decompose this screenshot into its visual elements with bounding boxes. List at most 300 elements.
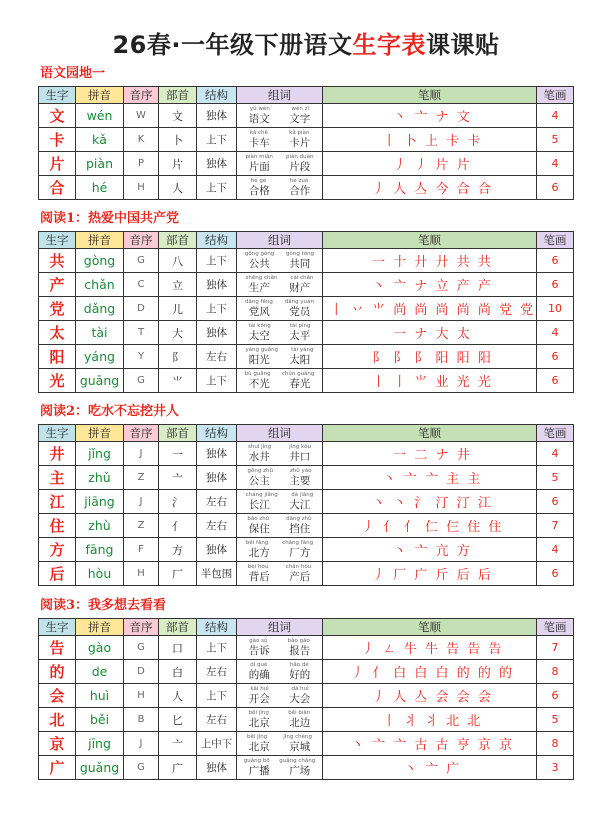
pinyin-cell: hé xyxy=(76,176,124,200)
word: 好的 xyxy=(289,668,311,681)
words-row xyxy=(239,765,320,778)
radical-cell: 口 xyxy=(159,636,197,660)
initial-cell: G xyxy=(124,369,159,393)
words-pinyin-row xyxy=(239,662,320,669)
stroke-count-cell: 4 xyxy=(537,442,574,466)
words-cell xyxy=(237,466,323,490)
pinyin-cell: huì xyxy=(76,684,124,708)
table-row xyxy=(39,176,574,200)
radical-cell: 一 xyxy=(159,442,197,466)
structure-cell: 半包围 xyxy=(197,562,237,586)
word: 公主 xyxy=(248,474,270,487)
table-row xyxy=(39,345,574,369)
words-pinyin-row xyxy=(239,347,320,354)
word-pinyin: gōng gòng xyxy=(244,250,275,257)
word: 北边 xyxy=(289,716,311,729)
words-row xyxy=(239,693,320,706)
words-cell xyxy=(237,636,323,660)
word-pinyin: guǎng bō xyxy=(243,757,270,764)
radical-cell: 匕 xyxy=(159,708,197,732)
words-pinyin-row xyxy=(239,638,320,645)
pinyin-cell: běi xyxy=(76,708,124,732)
word: 广播 xyxy=(248,764,270,777)
words-pinyin-row xyxy=(239,154,320,161)
word: 水井 xyxy=(248,450,270,463)
structure-cell: 独体 xyxy=(197,466,237,490)
col-char-header: 生字 xyxy=(39,232,76,249)
words-row xyxy=(239,258,320,271)
words-row xyxy=(239,451,320,464)
pinyin-cell: tài xyxy=(76,321,124,345)
col-radical-header: 部首 xyxy=(159,232,197,249)
stroke-order-cell: 一 ナ 大 太 xyxy=(323,321,537,345)
char-cell: 卡 xyxy=(39,128,76,152)
word-pinyin: kāi huì xyxy=(250,685,269,692)
col-words-header: 组词 xyxy=(237,619,323,636)
words-cell xyxy=(237,321,323,345)
char-cell: 党 xyxy=(39,297,76,321)
word-pinyin: gào sù xyxy=(249,637,268,644)
word-pinyin: hé gé xyxy=(250,177,267,184)
table-row xyxy=(39,321,574,345)
word-pinyin: běi fāng xyxy=(245,539,269,546)
col-radical-header: 部首 xyxy=(159,619,197,636)
words-pinyin-row xyxy=(239,758,320,765)
radical-cell: ⺌ xyxy=(159,369,197,393)
words-pinyin-row xyxy=(239,178,320,185)
word: 北方 xyxy=(248,546,270,559)
words-cell xyxy=(237,442,323,466)
structure-cell: 左右 xyxy=(197,514,237,538)
structure-cell: 独体 xyxy=(197,152,237,176)
stroke-count-cell: 6 xyxy=(537,176,574,200)
word-pinyin: guǎng chǎng xyxy=(279,757,316,764)
words-cell xyxy=(237,176,323,200)
table-header-row xyxy=(39,87,574,104)
initial-cell: P xyxy=(124,152,159,176)
stroke-count-cell: 6 xyxy=(537,273,574,297)
table-row xyxy=(39,636,574,660)
section-title: 阅读2：吃水不忘挖井人 xyxy=(40,404,180,419)
col-pinyin-header: 拼音 xyxy=(76,232,124,249)
col-strokes-header: 笔顺 xyxy=(323,87,537,104)
word-pinyin: gòng tóng xyxy=(286,250,315,257)
pinyin-cell: piàn xyxy=(76,152,124,176)
initial-cell: D xyxy=(124,297,159,321)
word-pinyin: chǎng fāng xyxy=(282,539,314,546)
pinyin-cell: hòu xyxy=(76,562,124,586)
radical-cell: 立 xyxy=(159,273,197,297)
stroke-count-cell: 6 xyxy=(537,562,574,586)
word-pinyin: gōng zhǔ xyxy=(247,467,273,474)
word-pinyin: běi jīng xyxy=(247,733,268,740)
word: 北京 xyxy=(248,716,270,729)
col-structure-header: 结构 xyxy=(197,425,237,442)
pinyin-cell: yáng xyxy=(76,345,124,369)
structure-cell: 上中下 xyxy=(197,732,237,756)
radical-cell: 片 xyxy=(159,152,197,176)
words-row xyxy=(239,741,320,754)
word-pinyin: shuǐ jǐng xyxy=(248,443,272,450)
words-pinyin-row xyxy=(239,516,320,523)
words-cell xyxy=(237,756,323,780)
col-initial-header: 音序 xyxy=(124,619,159,636)
radical-cell: 人 xyxy=(159,684,197,708)
word: 井口 xyxy=(289,450,311,463)
pinyin-cell: guāng xyxy=(76,369,124,393)
structure-cell: 上下 xyxy=(197,369,237,393)
char-cell: 会 xyxy=(39,684,76,708)
word: 京城 xyxy=(289,740,311,753)
radical-cell: 广 xyxy=(159,756,197,780)
word: 党风 xyxy=(248,305,270,318)
word-pinyin: yáng guāng xyxy=(245,346,279,353)
stroke-order-cell: 丶 亠 亠 主 主 xyxy=(323,466,537,490)
word-pinyin: dǎng yuán xyxy=(284,298,314,305)
col-structure-header: 结构 xyxy=(197,232,237,249)
stroke-count-cell: 4 xyxy=(537,104,574,128)
word: 片段 xyxy=(289,160,311,173)
words-pinyin-row xyxy=(239,710,320,717)
char-cell: 文 xyxy=(39,104,76,128)
structure-cell: 上下 xyxy=(197,297,237,321)
radical-cell: 亻 xyxy=(159,514,197,538)
col-strokes-header: 笔顺 xyxy=(323,619,537,636)
initial-cell: B xyxy=(124,708,159,732)
stroke-count-cell: 4 xyxy=(537,152,574,176)
words-pinyin-row xyxy=(239,686,320,693)
stroke-count-cell: 4 xyxy=(537,321,574,345)
col-pinyin-header: 拼音 xyxy=(76,87,124,104)
stroke-count-cell: 6 xyxy=(537,684,574,708)
radical-cell: 亠 xyxy=(159,732,197,756)
table-row xyxy=(39,128,574,152)
initial-cell: H xyxy=(124,176,159,200)
initial-cell: H xyxy=(124,562,159,586)
words-cell xyxy=(237,152,323,176)
initial-cell: J xyxy=(124,442,159,466)
word-pinyin: wén zì xyxy=(291,105,310,112)
word-pinyin: dà jiāng xyxy=(291,491,314,498)
words-cell xyxy=(237,369,323,393)
table-row xyxy=(39,562,574,586)
words-row xyxy=(239,475,320,488)
stroke-count-cell: 5 xyxy=(537,466,574,490)
word: 告诉 xyxy=(248,644,270,657)
stroke-order-cell: 丶 亠 ナ 文 xyxy=(323,104,537,128)
words-row xyxy=(239,113,320,126)
stroke-order-cell: 丶 亠 广 xyxy=(323,756,537,780)
word: 语文 xyxy=(248,112,270,125)
word: 保住 xyxy=(248,522,270,535)
col-char-header: 生字 xyxy=(39,619,76,636)
word: 不光 xyxy=(248,377,270,390)
word-pinyin: dǎng zhù xyxy=(286,515,312,522)
word: 主要 xyxy=(289,474,311,487)
structure-cell: 独体 xyxy=(197,321,237,345)
table-row xyxy=(39,466,574,490)
radical-cell: 亠 xyxy=(159,466,197,490)
table-header-row xyxy=(39,232,574,249)
word: 卡车 xyxy=(248,136,270,149)
word-pinyin: dà huì xyxy=(291,685,309,692)
word-pinyin: tài kōng xyxy=(248,322,271,329)
word: 片面 xyxy=(248,160,270,173)
words-cell xyxy=(237,249,323,273)
pinyin-cell: jiāng xyxy=(76,490,124,514)
word-pinyin: piàn miàn xyxy=(245,153,273,160)
char-cell: 后 xyxy=(39,562,76,586)
stroke-count-cell: 7 xyxy=(537,514,574,538)
char-cell: 共 xyxy=(39,249,76,273)
initial-cell: G xyxy=(124,636,159,660)
table-row xyxy=(39,490,574,514)
stroke-order-cell: 丿 亻 白 白 白 的 的 的 xyxy=(323,660,537,684)
char-cell: 住 xyxy=(39,514,76,538)
table-row xyxy=(39,514,574,538)
col-count-header: 笔画 xyxy=(537,425,574,442)
word-pinyin: hǎo de xyxy=(289,661,309,668)
col-strokes-header: 笔顺 xyxy=(323,425,537,442)
words-row xyxy=(239,306,320,319)
char-table xyxy=(38,618,574,780)
section-title: 阅读1：热爱中国共产党 xyxy=(40,211,180,226)
table-row xyxy=(39,684,574,708)
initial-cell: K xyxy=(124,128,159,152)
word-pinyin: tài yáng xyxy=(291,346,314,353)
stroke-count-cell: 6 xyxy=(537,345,574,369)
initial-cell: G xyxy=(124,756,159,780)
radical-cell: 白 xyxy=(159,660,197,684)
col-count-header: 笔画 xyxy=(537,232,574,249)
word-pinyin: chǎn hòu xyxy=(285,563,312,570)
char-table xyxy=(38,231,574,393)
structure-cell: 独体 xyxy=(197,104,237,128)
words-row xyxy=(239,717,320,730)
char-cell: 产 xyxy=(39,273,76,297)
table-row xyxy=(39,732,574,756)
initial-cell: J xyxy=(124,490,159,514)
words-pinyin-row xyxy=(239,734,320,741)
word-pinyin: cái chǎn xyxy=(290,274,314,281)
stroke-order-cell: 丨 卜 上 卡 卡 xyxy=(323,128,537,152)
words-pinyin-row xyxy=(239,564,320,571)
stroke-order-cell: 丨 丨 ⺌ 业 光 光 xyxy=(323,369,537,393)
word: 党员 xyxy=(289,305,311,318)
radical-cell: 文 xyxy=(159,104,197,128)
words-row xyxy=(239,378,320,391)
words-pinyin-row xyxy=(239,299,320,306)
title-prefix: 26春·一年级下册语文 xyxy=(112,31,353,59)
stroke-count-cell: 6 xyxy=(537,490,574,514)
word: 的确 xyxy=(248,668,270,681)
words-pinyin-row xyxy=(239,275,320,282)
section-title: 语文园地一 xyxy=(40,66,106,81)
words-cell xyxy=(237,490,323,514)
word-pinyin: kǎ chē xyxy=(249,129,268,136)
pinyin-cell: wén xyxy=(76,104,124,128)
radical-cell: 方 xyxy=(159,538,197,562)
structure-cell: 独体 xyxy=(197,756,237,780)
stroke-order-cell: 丿 人 亼 会 会 会 xyxy=(323,684,537,708)
word: 春光 xyxy=(289,377,311,390)
structure-cell: 左右 xyxy=(197,490,237,514)
word: 大会 xyxy=(289,692,311,705)
radical-cell: 八 xyxy=(159,249,197,273)
title-suffix: 课课贴 xyxy=(426,31,500,59)
table-row xyxy=(39,297,574,321)
section-title: 阅读3：我多想去看看 xyxy=(40,598,167,613)
word: 合格 xyxy=(248,184,270,197)
words-cell xyxy=(237,273,323,297)
initial-cell: Y xyxy=(124,345,159,369)
word-pinyin: jīng chéng xyxy=(283,733,312,740)
structure-cell: 上下 xyxy=(197,176,237,200)
initial-cell: C xyxy=(124,273,159,297)
word-pinyin: bèi hòu xyxy=(247,563,269,570)
pinyin-cell: guǎng xyxy=(76,756,124,780)
words-row xyxy=(239,499,320,512)
structure-cell: 左右 xyxy=(197,660,237,684)
initial-cell: Z xyxy=(124,514,159,538)
col-pinyin-header: 拼音 xyxy=(76,425,124,442)
title-highlight: 生字表 xyxy=(352,31,426,59)
word: 公共 xyxy=(248,257,270,270)
word-pinyin: yǔ wén xyxy=(249,105,270,112)
pinyin-cell: chǎn xyxy=(76,273,124,297)
table-row xyxy=(39,273,574,297)
word: 长江 xyxy=(248,498,270,511)
words-cell xyxy=(237,345,323,369)
word: 合作 xyxy=(289,184,311,197)
stroke-order-cell: 丶 亠 ナ 立 产 产 xyxy=(323,273,537,297)
word-pinyin: běi jīng xyxy=(248,709,269,716)
char-cell: 的 xyxy=(39,660,76,684)
word: 共同 xyxy=(289,257,311,270)
word: 财产 xyxy=(289,281,311,294)
table-row xyxy=(39,104,574,128)
radical-cell: 氵 xyxy=(159,490,197,514)
words-cell xyxy=(237,297,323,321)
stroke-count-cell: 8 xyxy=(537,660,574,684)
pinyin-cell: fāng xyxy=(76,538,124,562)
char-cell: 合 xyxy=(39,176,76,200)
stroke-count-cell: 5 xyxy=(537,708,574,732)
col-count-header: 笔画 xyxy=(537,619,574,636)
structure-cell: 上下 xyxy=(197,249,237,273)
pinyin-cell: jīng xyxy=(76,732,124,756)
words-row xyxy=(239,282,320,295)
stroke-order-cell: 丨 丬 丬 北 北 xyxy=(323,708,537,732)
stroke-order-cell: 丶 亠 亠 古 古 亨 京 京 xyxy=(323,732,537,756)
char-table xyxy=(38,86,574,200)
pinyin-cell: gòng xyxy=(76,249,124,273)
stroke-count-cell: 8 xyxy=(537,732,574,756)
col-initial-header: 音序 xyxy=(124,232,159,249)
word-pinyin: bù guāng xyxy=(244,370,271,377)
radical-cell: 儿 xyxy=(159,297,197,321)
stroke-order-cell: 阝 阝 阝 阳 阳 阳 xyxy=(323,345,537,369)
char-cell: 阳 xyxy=(39,345,76,369)
col-structure-header: 结构 xyxy=(197,619,237,636)
stroke-count-cell: 7 xyxy=(537,636,574,660)
words-row xyxy=(239,645,320,658)
word: 卡片 xyxy=(289,136,311,149)
structure-cell: 上下 xyxy=(197,128,237,152)
stroke-order-cell: 丶 丶 氵 汀 汀 江 xyxy=(323,490,537,514)
table-row xyxy=(39,660,574,684)
stroke-count-cell: 6 xyxy=(537,369,574,393)
words-pinyin-row xyxy=(239,540,320,547)
col-char-header: 生字 xyxy=(39,87,76,104)
structure-cell: 独体 xyxy=(197,538,237,562)
word-pinyin: piàn duàn xyxy=(285,153,314,160)
words-row xyxy=(239,330,320,343)
char-cell: 北 xyxy=(39,708,76,732)
stroke-count-cell: 10 xyxy=(537,297,574,321)
structure-cell: 左右 xyxy=(197,345,237,369)
char-cell: 井 xyxy=(39,442,76,466)
pinyin-cell: dǎng xyxy=(76,297,124,321)
words-pinyin-row xyxy=(239,106,320,113)
char-cell: 太 xyxy=(39,321,76,345)
table-row xyxy=(39,708,574,732)
table-row xyxy=(39,442,574,466)
table-header-row xyxy=(39,425,574,442)
words-cell xyxy=(237,128,323,152)
table-row xyxy=(39,756,574,780)
radical-cell: 人 xyxy=(159,176,197,200)
words-pinyin-row xyxy=(239,468,320,475)
word: 背后 xyxy=(248,570,270,583)
word: 生产 xyxy=(248,281,270,294)
col-char-header: 生字 xyxy=(39,425,76,442)
word-pinyin: shēng chǎn xyxy=(245,274,278,281)
col-strokes-header: 笔顺 xyxy=(323,232,537,249)
words-pinyin-row xyxy=(239,323,320,330)
words-cell xyxy=(237,660,323,684)
stroke-order-cell: 丨 丷 ⺌ 尚 尚 尚 尚 尚 党 党 xyxy=(323,297,537,321)
stroke-count-cell: 6 xyxy=(537,249,574,273)
word: 开会 xyxy=(248,692,270,705)
word-pinyin: běi biān xyxy=(288,709,311,716)
words-cell xyxy=(237,562,323,586)
pinyin-cell: jǐng xyxy=(76,442,124,466)
structure-cell: 独体 xyxy=(197,273,237,297)
initial-cell: J xyxy=(124,732,159,756)
word-pinyin: dí què xyxy=(250,661,268,668)
word: 挡住 xyxy=(289,522,311,535)
word: 广场 xyxy=(289,764,311,777)
words-cell xyxy=(237,538,323,562)
word: 大江 xyxy=(289,498,311,511)
initial-cell: F xyxy=(124,538,159,562)
stroke-order-cell: 一 二 ナ 井 xyxy=(323,442,537,466)
stroke-order-cell: 丿 人 亼 今 合 合 xyxy=(323,176,537,200)
word: 厂方 xyxy=(289,546,311,559)
words-row xyxy=(239,523,320,536)
table-header-row xyxy=(39,619,574,636)
stroke-order-cell: 丿 ㄥ 牛 牛 告 告 告 xyxy=(323,636,537,660)
words-pinyin-row xyxy=(239,371,320,378)
col-words-header: 组词 xyxy=(237,425,323,442)
word: 太阳 xyxy=(289,353,311,366)
radical-cell: 大 xyxy=(159,321,197,345)
structure-cell: 左右 xyxy=(197,708,237,732)
word: 产后 xyxy=(289,570,311,583)
stroke-count-cell: 4 xyxy=(537,538,574,562)
words-pinyin-row xyxy=(239,492,320,499)
